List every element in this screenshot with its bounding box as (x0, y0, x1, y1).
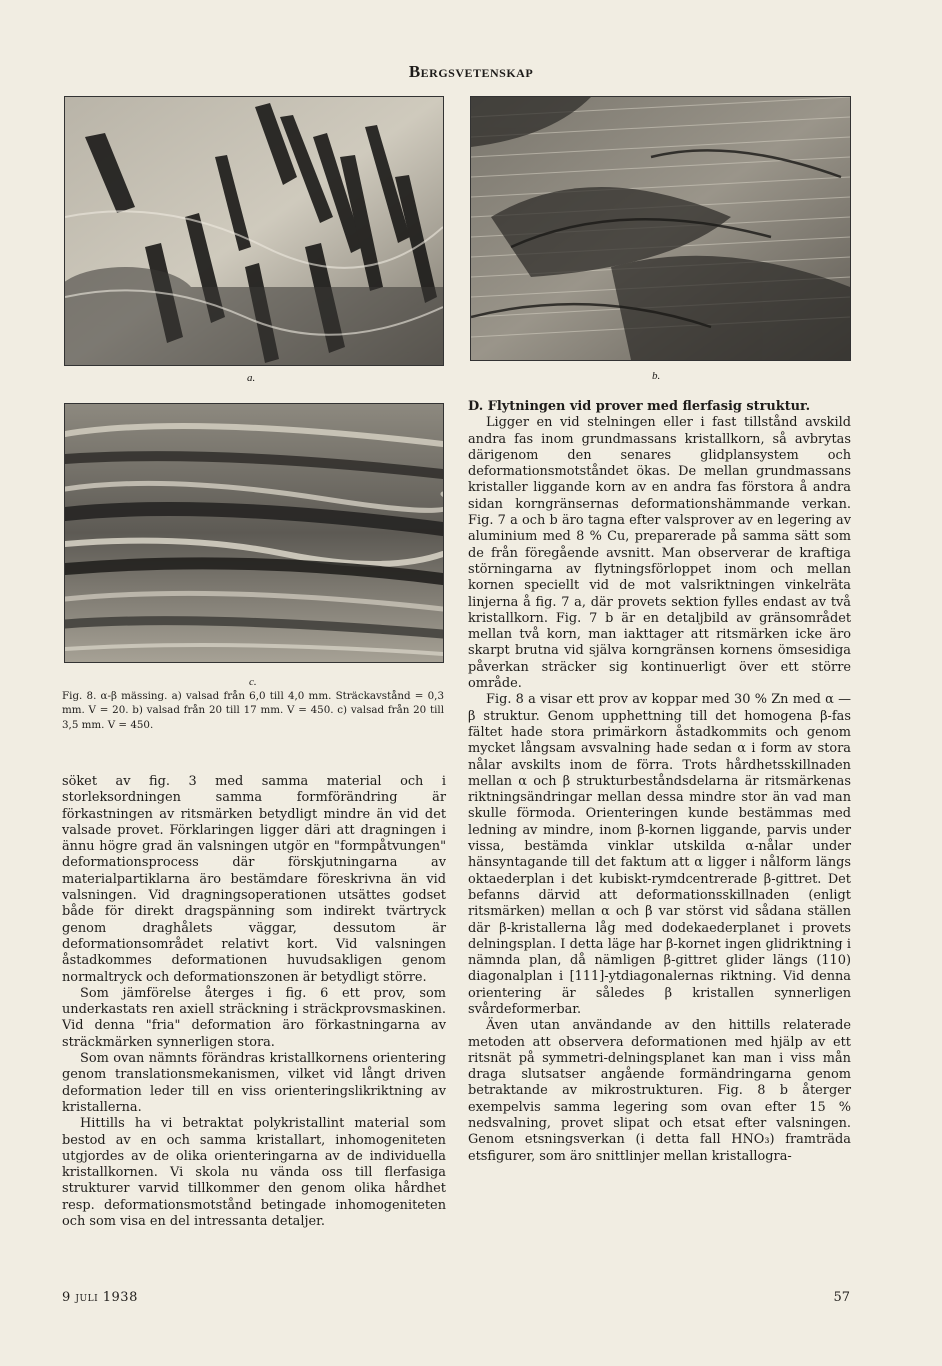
right-paragraph-2: Fig. 8 a visar ett prov av koppar med 30 % Zn med α — β struktur. Genom upphettning till det homogena β-fas fältet hade stora primärkorn åstadkommits och genom mycket långsam avsvalning hade sedan α i form av stora nålar avskilts inom de förra. Trots hårdhetsskillnaden mellan α och β strukturbeståndsdelarna är ritsmärkenas riktningsändringar mellan dessa mindre stor än vad man skulle förmoda. Orienteringen kunde bestämmas med ledning av mindre, inom β-kornen liggande, parvis under vissa, bestämda vinklar utskilda α-nålar under hänsyntagande till det faktum att α ligger i nålform längs oktaederplan i det kubiskt-rymdcentrerade β-gittret. Det befanns därvid att deformationsskillnaden (enligt ritsmärken) mellan α och β var störst vid sådana ställen där β-kristallerna låg med dodekaederplanet i provets delningsplan. I detta läge har β-kornet ingen glidriktning i nämnda plan, då nämligen β-gittret glider längs (110) diagonalplan i [111]-ytdiagonalernas riktning. Vid denna orientering är således β kristallen synnerligen svårdeformerbar. (468, 692, 851, 1017)
micrograph-a (64, 96, 444, 366)
right-paragraph-1: Ligger en vid stelningen eller i fast tillstånd avskild andra fas inom grundmassans kristallkorn, så avbrytas därigenom den senares glidplansystem och deformationsmotståndet ökas. De mellan grundmassans kristaller liggande korn av en andra fas förstora å andra sidan korngränsernas deformationshämmande verkan. Fig. 7 a och b äro tagna efter valsprover av en legering av aluminium med 8 % Cu, preparerade på samma sätt som de från föregående avsnitt. Man observerar de kraftiga störningarna av flytningsförloppet inom och mellan kornen speciellt vid de mot valsriktningen vinkelräta linjerna å fig. 7 a, där provets sektion fylles endast av två kristallkorn. Fig. 7 b är en detaljbild av gränsområdet mellan två korn, man iakttager att ritsmärken icke äro skarpt brutna vid själva korngränsen kornens ömsesidiga påverkan sträcker sig kontinuerligt över ett större område. (468, 415, 851, 692)
photo-label-c: c. (249, 676, 257, 688)
page-number: 57 (833, 1290, 850, 1305)
footer-date: 9 juli 1938 (62, 1290, 138, 1305)
figure-caption (62, 689, 444, 732)
section-heading: D. Flytningen vid prover med flerfasig struktur. (468, 399, 811, 414)
micrograph-c-image (65, 404, 443, 662)
figure-caption-text: Fig. 8. α-β mässing. a) valsad från 6,0 till 4,0 mm. Sträckavstånd = 0,3 mm. V = 20. b) valsad från 20 till 17 mm. V = 450. c) valsad från 20 till 3,5 mm. V = 450. (62, 690, 444, 731)
left-paragraph-4: Hittills ha vi betraktat polykristallint material som bestod av en och samma kristallart, inhomogeniteten utgjordes av de olika orienteringarna av de individuella kristallkornen. Vi skola nu vända oss till flerfasiga strukturer varvid tillkommer den genom olika hårdhet resp. deformationsmotstånd betingade inhomogeniteten och som visa en del intressanta detaljer. (62, 1116, 446, 1230)
photo-label-b: b. (652, 370, 661, 382)
left-paragraph-2: Som jämförelse återges i fig. 6 ett prov, som underkastats ren axiell sträckning i sträckprovsmaskinen. Vid denna "fria" deformation äro förkastningarna av sträckmärken synnerligen stora. (62, 985, 446, 1050)
right-paragraph-3: Även utan användande av den hittills relaterade metoden att observera deformationen med hjälp av ett ritsnät på symmetri-delningsplanet kan man i viss mån draga slutsatser angående formändringarna genom betraktande av mikrostrukturen. Fig. 8 b återger exempelvis samma legering som ovan efter 15 % nedsvalning, provet slipat och etsat efter valsningen. Genom etsningsverkan (i detta fall HNO₃) framträda etsfigurer, som äro snittlinjer mellan kristallogra- (468, 1018, 851, 1164)
left-paragraph-3: Som ovan nämnts förändras kristallkornens orientering genom translationsmekanismen, vilket vid långt driven deformation leder till en viss orienteringslikriktning av kristallerna. (62, 1051, 446, 1115)
micrograph-a-image (65, 97, 443, 365)
running-header: Bergsvetenskap (408, 62, 534, 81)
micrograph-b-image (471, 97, 850, 360)
right-column (468, 399, 851, 1165)
micrograph-c (64, 403, 444, 663)
left-paragraph-1: söket av fig. 3 med samma material och i storleksordningen samma formförändring är förkastningen av ritsmärken betydligt mindre än vid det valsade provet. Förklaringen ligger däri att dragningen i ännu högre grad än valsningen utgör en "formpåtvungen" deformationsprocess där förskjutningarna av materialpartiklarna äro bestämdare föreskrivna än vid valsningen. Vid dragningsoperationen utsättes godset både för direkt dragspänning som indirekt tvärtryck genom draghålets väggar, dessutom är deformationsområdet relativt kort. Vid valsningen åstadkommes deformationen huvudsakligen genom normaltryck och deformationszonen är betydligt större. (62, 774, 446, 985)
left-column (62, 774, 446, 1230)
photo-label-a: a. (247, 372, 256, 384)
micrograph-b (470, 96, 851, 361)
